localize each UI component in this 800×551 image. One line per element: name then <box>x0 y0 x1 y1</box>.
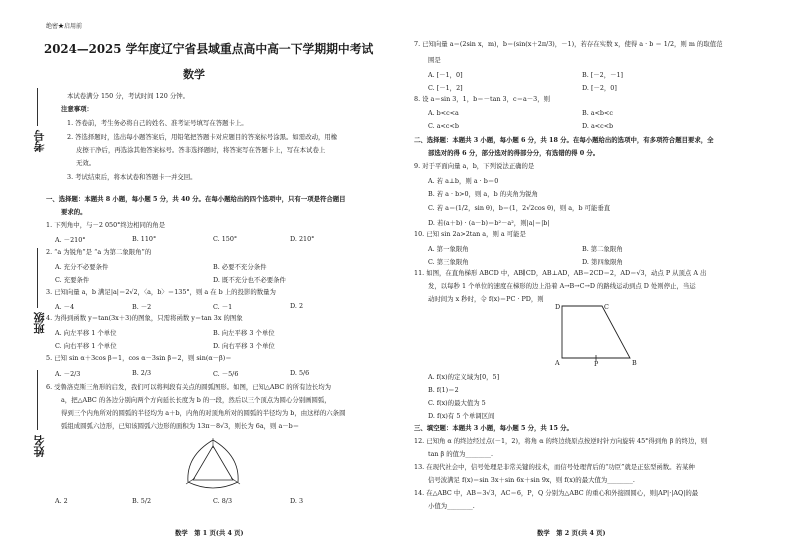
footer-page-1: 数学 第 1 页(共 4 页) <box>175 529 244 537</box>
note-2c: 无效。 <box>76 159 96 167</box>
q4-option-b: B. 向左平移 3 个单位 <box>213 329 275 337</box>
q13-line-1: 13. 在现代社会中，信号处理是非常关键的技术，而信号处理背后的“功臣”就是正弦型函数。若某种 <box>414 463 695 471</box>
q12-line-1: 12. 已知角 α 的终边经过点(－1，2)，将角 α 的终边绕原点按逆时针方向旋转 45°得到角 β 的终边，则 <box>414 437 708 445</box>
q10-option-c: C. 第三象限角 <box>428 258 469 266</box>
q11-option-c: C. f(x)的最大值为 5 <box>428 399 486 407</box>
q5-option-d: D. 5/6 <box>290 369 310 377</box>
q3-option-d: D. 2 <box>290 302 304 310</box>
q3-option-b: B. －2 <box>132 303 152 311</box>
q9-option-a: A. 若 a⊥b，则 a · b＝0 <box>428 177 499 185</box>
q6-option-a: A. 2 <box>55 497 68 505</box>
note-2a: 2. 答选择题时，选出每小题答案后，用铅笔把答题卡对应题目的答案标号涂黑。如需改动，用橡 <box>67 133 338 141</box>
q3-stem: 3. 已知向量 a，b 满足|a|＝2√2，〈a，b〉＝135°，则 a 在 b 上的投影的数量为 <box>46 288 276 296</box>
q8-option-d: D. a<c<b <box>582 122 614 130</box>
class-line <box>37 248 38 308</box>
q3-option-a: A. －4 <box>55 303 75 311</box>
q14-line-2: 小值为________. <box>428 502 475 510</box>
q10-option-d: D. 第四象限角 <box>582 258 623 266</box>
footer-page-2: 数学 第 2 页(共 4 页) <box>537 529 606 537</box>
q6-option-d: D. 3 <box>290 497 304 505</box>
q11-line-3: 动时间为 x 秒时，令 f(x)＝PC · PD，则 <box>428 295 544 303</box>
q9-option-d: D. 若(a＋b) · (a－b)＝b²－a²，则|a|＝|b| <box>428 219 550 227</box>
q1-stem: 1. 下列角中，与－2 050°终边相同的角是 <box>46 221 166 229</box>
q7-stem: 7. 已知向量 a＝(2sin x，m)，b＝(sin(x＋2π/3)，－1)，若存在实数 x，使得 a · b ＝ 1/2，则 m 的取值范 <box>414 40 723 48</box>
trapezoid-label-p: P <box>594 360 599 368</box>
q4-option-c: C. 向右平移 1 个单位 <box>55 342 117 350</box>
trapezoid-label-a: A <box>555 359 560 367</box>
intro-line: 本试卷满分 150 分，考试时间 120 分钟。 <box>67 92 189 100</box>
q11-line-2: 发，以每秒 1 个单位的速度在梯形的边上沿着 A→B→C→D 的路线运动到点 D 处则停止，当运 <box>428 282 696 290</box>
q1-option-b: B. 110° <box>132 235 157 243</box>
q1-option-a: A. －210° <box>55 236 86 244</box>
note-3: 3. 考试结束后，将本试卷和答题卡一并交回。 <box>67 173 197 181</box>
trapezoid-label-d: D <box>555 303 561 311</box>
secret-mark: 绝密★启用前 <box>46 23 83 30</box>
q5-option-a: A. －2/3 <box>55 370 81 378</box>
exam-no-label: 考号 <box>33 130 46 152</box>
q10-option-b: B. 第二象限角 <box>582 245 623 253</box>
q10-stem: 10. 已知 sin 2a>2tan a，则 a 可能是 <box>414 230 526 238</box>
q4-option-d: D. 向右平移 3 个单位 <box>213 342 275 350</box>
q8-option-b: B. a<b<c <box>582 109 613 117</box>
q8-stem: 8. 设 a＝sin 3，1，b＝－tan 3，c＝a－3，则 <box>414 95 551 103</box>
q7-option-a: A. [－1，0] <box>428 71 463 79</box>
q11-line-1: 11. 如图，在直角梯形 ABCD 中，AB∥CD，AB⊥AD，AB＝2CD＝2，AD＝√3，动点 P 从顶点 A 出 <box>414 269 707 277</box>
section-1-heading-2: 要求的。 <box>61 208 87 216</box>
q2-option-c: C. 充要条件 <box>55 276 90 284</box>
q7-stem-2: 围是 <box>428 56 441 64</box>
q9-option-b: B. 若 a · b>0，则 a，b 的夹角为锐角 <box>428 190 539 198</box>
q2-stem: 2. “a 为锐角”是 “a 为第二象限角”的 <box>46 248 152 256</box>
section-3-heading: 三、填空题：本题共 3 小题，每小题 5 分，共 15 分。 <box>414 424 573 432</box>
q4-stem: 4. 为得到函数 y＝tan(3x＋3)的图象，只需将函数 y＝tan 3x 的图象 <box>46 314 243 322</box>
q12-line-2: tan β 的值为________. <box>428 450 494 458</box>
name-line <box>37 370 38 430</box>
note-2b: 皮擦干净后，再选涂其他答案标号。答非选择题时，将答案写在答题卡上，写在本试卷上 <box>76 146 326 154</box>
section-2-heading: 二、选择题：本题共 3 小题，每小题 6 分，共 18 分。在每小题给出的选项中，有多项符合题目要求，全 <box>414 136 714 144</box>
q5-option-b: B. 2/3 <box>132 369 152 377</box>
section-1-heading: 一、选择题：本题共 8 小题，每小题 5 分，共 40 分。在每小题给出的四个选项中，只有一项是符合题目 <box>46 195 346 203</box>
q7-option-c: C. [－1，2] <box>428 84 463 92</box>
q8-option-a: A. b<c<a <box>428 109 459 117</box>
q4-option-a: A. 向左平移 1 个单位 <box>55 329 117 337</box>
q3-option-c: C. －1 <box>213 303 233 311</box>
q9-stem: 9. 对于平面向量 a，b，下列说法正确的是 <box>414 162 535 170</box>
name-label: 姓名 <box>33 435 46 457</box>
section-2-heading-2: 部选对的得 6 分，部分选对的得部分分，有选错的得 0 分。 <box>428 149 600 157</box>
q6-line-1: 6. 受鲁洛克斯三角形的启发，我们可以将判段有关点的圆弧图形。如图，已知△ABC 的所有边长均为 <box>46 383 332 391</box>
q6-option-c: C. 8/3 <box>213 497 233 505</box>
q6-line-2: a，把△ABC 的各边分别向两个方向延长长度为 b 的一段，然后以三个顶点为圆心分别画圆弧， <box>61 396 331 404</box>
q7-option-d: D. [－2，0] <box>582 84 617 92</box>
q8-option-c: C. a<c<b <box>428 122 459 130</box>
class-label: 班级 <box>33 312 46 334</box>
trapezoid-label-c: C <box>604 303 609 311</box>
q9-option-c: C. 若 a＝(1/2，sin θ)，b＝(1，2√2cos θ)，则 a，b 可能垂直 <box>428 204 611 212</box>
q6-option-b: B. 5/2 <box>132 497 152 505</box>
subject-title: 数学 <box>183 68 205 81</box>
q2-option-a: A. 充分不必要条件 <box>55 263 109 271</box>
page-2 <box>400 0 800 551</box>
q6-line-3: 得到三个内角所对的圆弧的半径均为 a＋b，内角的对顶角所对的圆弧的半径均为 b，由这样的六条圆 <box>61 409 346 417</box>
q11-option-a: A. f(x)的定义域为[0，5] <box>428 373 500 381</box>
trapezoid-label-b: B <box>632 359 637 367</box>
q11-option-d: D. f(x)有 5 个单调区间 <box>428 412 495 420</box>
q5-option-c: C. －5/6 <box>213 370 239 378</box>
exam-no-line <box>37 88 38 126</box>
q10-option-a: A. 第一象限角 <box>428 245 469 253</box>
trapezoid-figure <box>550 302 640 366</box>
page-title: 2024—2025 学年度辽宁省县域重点高中高一下学期期中考试 <box>44 42 374 56</box>
q1-option-c: C. 150° <box>213 235 238 243</box>
q7-option-b: B. [－2，－1] <box>582 71 624 79</box>
q11-option-b: B. f(1)＝2 <box>428 386 459 394</box>
reuleaux-figure <box>178 436 248 494</box>
q2-option-d: D. 既不充分也不必要条件 <box>213 276 286 284</box>
q6-line-4: 弧组成圆弧六边形，已知该圆弧六边形的面积为 13π－8√3，则长为 6a，则 a－b＝ <box>61 422 300 430</box>
q1-option-d: D. 210° <box>290 235 315 243</box>
note-1: 1. 答卷前，考生务必将自己的姓名、准考证号填写在答题卡上。 <box>67 119 248 127</box>
q13-line-2: 信号波满足 f(x)＝sin 3x＋sin 6x＋sin 9x，则 f(x)的最大值为________. <box>428 476 635 484</box>
notes-title: 注意事项： <box>61 105 93 113</box>
q14-line-1: 14. 在△ABC 中，AB＝3√3，AC＝6，P，Q 分别为△ABC 的重心和外接圆圆心，则|AP|·|AQ|的最 <box>414 489 699 497</box>
q5-stem: 5. 已知 sin α＋3cos β＝1，cos α－3sin β＝2，则 sin(α－β)＝ <box>46 354 232 362</box>
q2-option-b: B. 必要不充分条件 <box>213 263 267 271</box>
